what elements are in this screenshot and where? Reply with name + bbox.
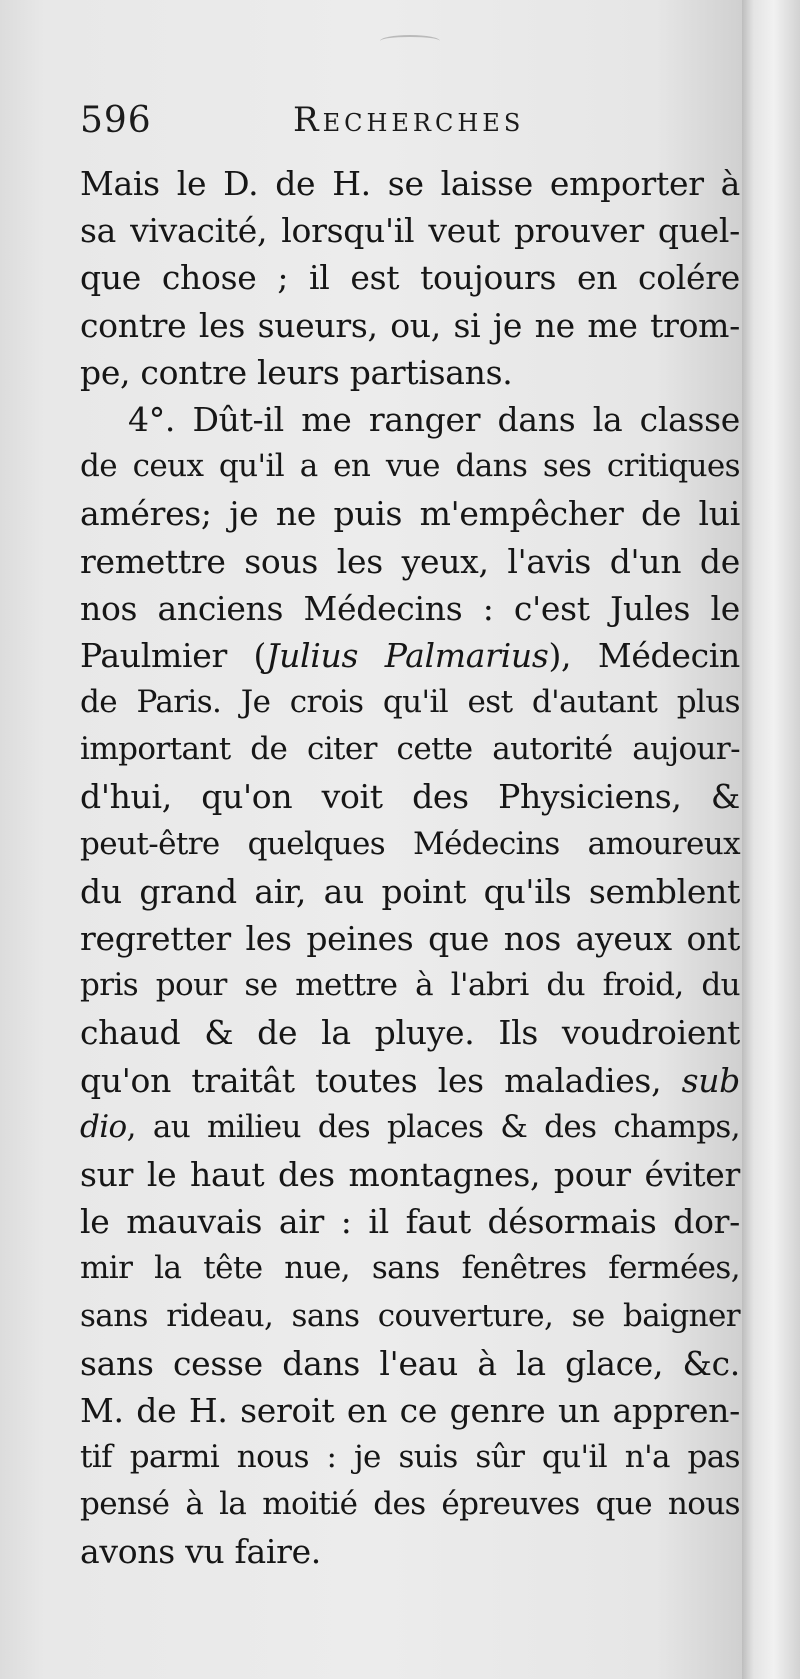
text-segment: Paulmier ( (80, 635, 267, 675)
text-line: de ceux qu'il a en vue dans ses critiques (80, 448, 740, 485)
text-line: sans cesse dans l'eau à la glace, &c. (80, 1343, 740, 1383)
page-number: 596 (80, 100, 152, 141)
text-line: mir la tête nue, sans fenêtres fermées, (80, 1250, 740, 1287)
text-line: remettre sous les yeux, l'avis d'un de (80, 541, 740, 581)
text-line (80, 632, 740, 679)
text-line: tif parmi nous : je suis sûr qu'il n'a pas (80, 1439, 740, 1476)
text-line: peut-être quelques Médecins amoureux (80, 825, 740, 862)
text-segment: , au milieu des places & des champs, (126, 1108, 740, 1145)
paper-mark (380, 35, 440, 47)
text-line: améres; je ne puis m'empêcher de lui (80, 494, 740, 534)
text-line: sa vivacité, lorsqu'il veut prouver quel- (80, 211, 740, 251)
text-line: avons vu faire. (80, 1532, 321, 1572)
text-line (80, 1057, 740, 1104)
running-head: Recherches (293, 100, 525, 140)
text-line: nos anciens Médecins : c'est Jules le (80, 588, 740, 628)
text-line: du grand air, au point qu'ils semblent (80, 871, 740, 911)
italic-name: Julius Palmarius (266, 635, 549, 675)
text-line: pe, contre leurs partisans. (80, 352, 513, 392)
text-line: regretter les peines que nos ayeux ont (80, 919, 740, 958)
italic-latin: dio (80, 1108, 127, 1145)
text-line: chaud & de la pluye. Ils voudroient (80, 1013, 740, 1053)
page-header (80, 100, 710, 150)
italic-latin: sub (681, 1060, 740, 1100)
text-line: pris pour se mettre à l'abri du froid, du (80, 967, 740, 1004)
text-line: d'hui, qu'on voit des Physiciens, & (80, 777, 740, 817)
text-line: M. de H. seroit en ce genre un appren- (80, 1390, 740, 1430)
next-page-edge (742, 0, 800, 1679)
text-line: le mauvais air : il faut désormais dor- (80, 1202, 740, 1242)
text-line: sur le haut des montagnes, pour éviter (80, 1154, 740, 1194)
text-segment: ), Médecin (548, 635, 741, 675)
text-line: contre les sueurs, ou, si je ne me trom- (80, 305, 740, 345)
text-line: sans rideau, sans couverture, se baigner (80, 1297, 740, 1334)
paragraph-start-line: 4°. Dût-il me ranger dans la classe (128, 399, 740, 439)
text-line: que chose ; il est toujours en colére (80, 258, 740, 298)
text-line: pensé à la moitié des épreuves que nous (80, 1486, 740, 1523)
text-line: important de citer cette autorité aujour- (80, 731, 740, 768)
text-line: Mais le D. de H. se laisse emporter à (80, 164, 740, 203)
body-text (80, 160, 740, 1576)
text-line: de Paris. Je crois qu'il est d'autant plus (80, 684, 740, 721)
text-line (80, 1104, 740, 1151)
text-segment: qu'on traitât toutes les maladies, (80, 1060, 682, 1100)
